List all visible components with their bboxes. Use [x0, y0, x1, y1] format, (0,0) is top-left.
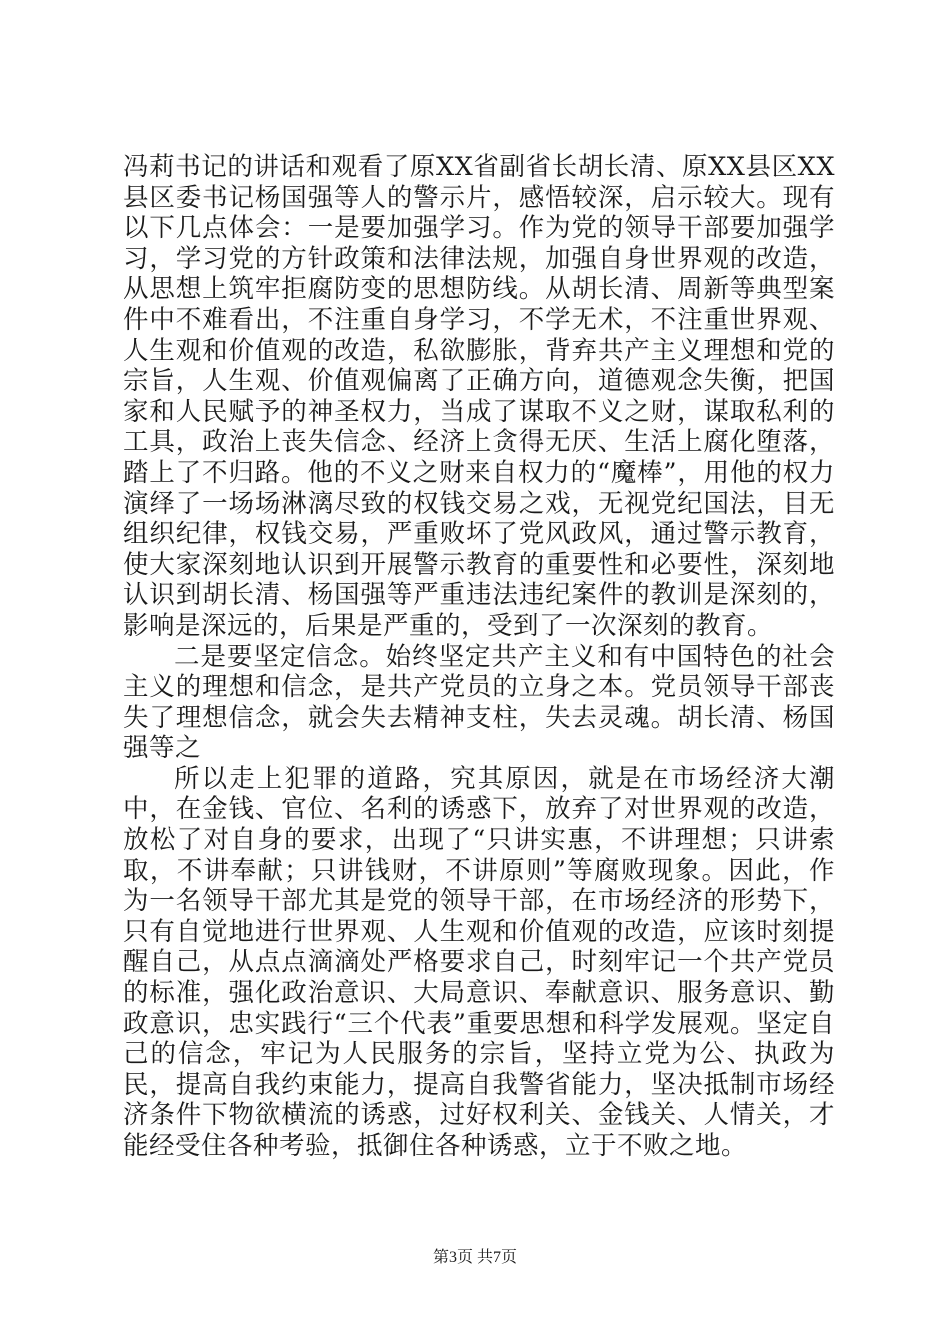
paragraph-2: 二是要坚定信念。始终坚定共产主义和有中国特色的社会主义的理想和信念，是共产党员的立身之本。党员领导干部丧失了理想信念，就会失去精神支柱，失去灵魂。胡长清、杨国强等之: [123, 641, 835, 764]
page-footer: [0, 1244, 950, 1267]
page-number-label: 第3页 共7页: [432, 1249, 517, 1266]
document-body: [123, 152, 835, 1162]
paragraph-3: 所以走上犯罪的道路，究其原因，就是在市场经济大潮中，在金钱、官位、名利的诱惑下，放弃了对世界观的改造，放松了对自身的要求，出现了“只讲实惠，不讲理想；只讲索取，不讲奉献；只讲钱财，不讲原则”等腐败现象。因此，作为一名领导干部尤其是党的领导干部，在市场经济的形势下，只有自觉地进行世界观、人生观和价值观的改造，应该时刻提醒自己，从点点滴滴处严格要求自己，时刻牢记一个共产党员的标准，强化政治意识、大局意识、奉献意识、服务意识、勤政意识，忠实践行“三个代表”重要思想和科学发展观。坚定自己的信念，牢记为人民服务的宗旨，坚持立党为公、执政为民，提高自我约束能力，提高自我警省能力，坚决抵制市场经济条件下物欲横流的诱惑，过好权利关、金钱关、人情关，才能经受住各种考验，抵御住各种诱惑，立于不败之地。: [123, 763, 835, 1161]
paragraph-1: 冯莉书记的讲话和观看了原XX省副省长胡长清、原XX县区XX县区委书记杨国强等人的警示片，感悟较深，启示较大。现有以下几点体会：一是要加强学习。作为党的领导干部要加强学习，学习党的方针政策和法律法规，加强自身世界观的改造，从思想上筑牢拒腐防变的思想防线。从胡长清、周新等典型案件中不难看出，不注重自身学习，不学无术，不注重世界观、人生观和价值观的改造，私欲膨胀，背弃共产主义理想和党的宗旨，人生观、价值观偏离了正确方向，道德观念失衡，把国家和人民赋予的神圣权力，当成了谋取不义之财，谋取私利的工具，政治上丧失信念、经济上贪得无厌、生活上腐化堕落，踏上了不归路。他的不义之财来自权力的“魔棒”，用他的权力演绎了一场场淋漓尽致的权钱交易之戏，无视党纪国法，目无组织纪律，权钱交易，严重败坏了党风政风，通过警示教育，使大家深刻地认识到开展警示教育的重要性和必要性，深刻地认识到胡长清、杨国强等严重违法违纪案件的教训是深刻的，影响是深远的，后果是严重的，受到了一次深刻的教育。: [123, 152, 835, 641]
